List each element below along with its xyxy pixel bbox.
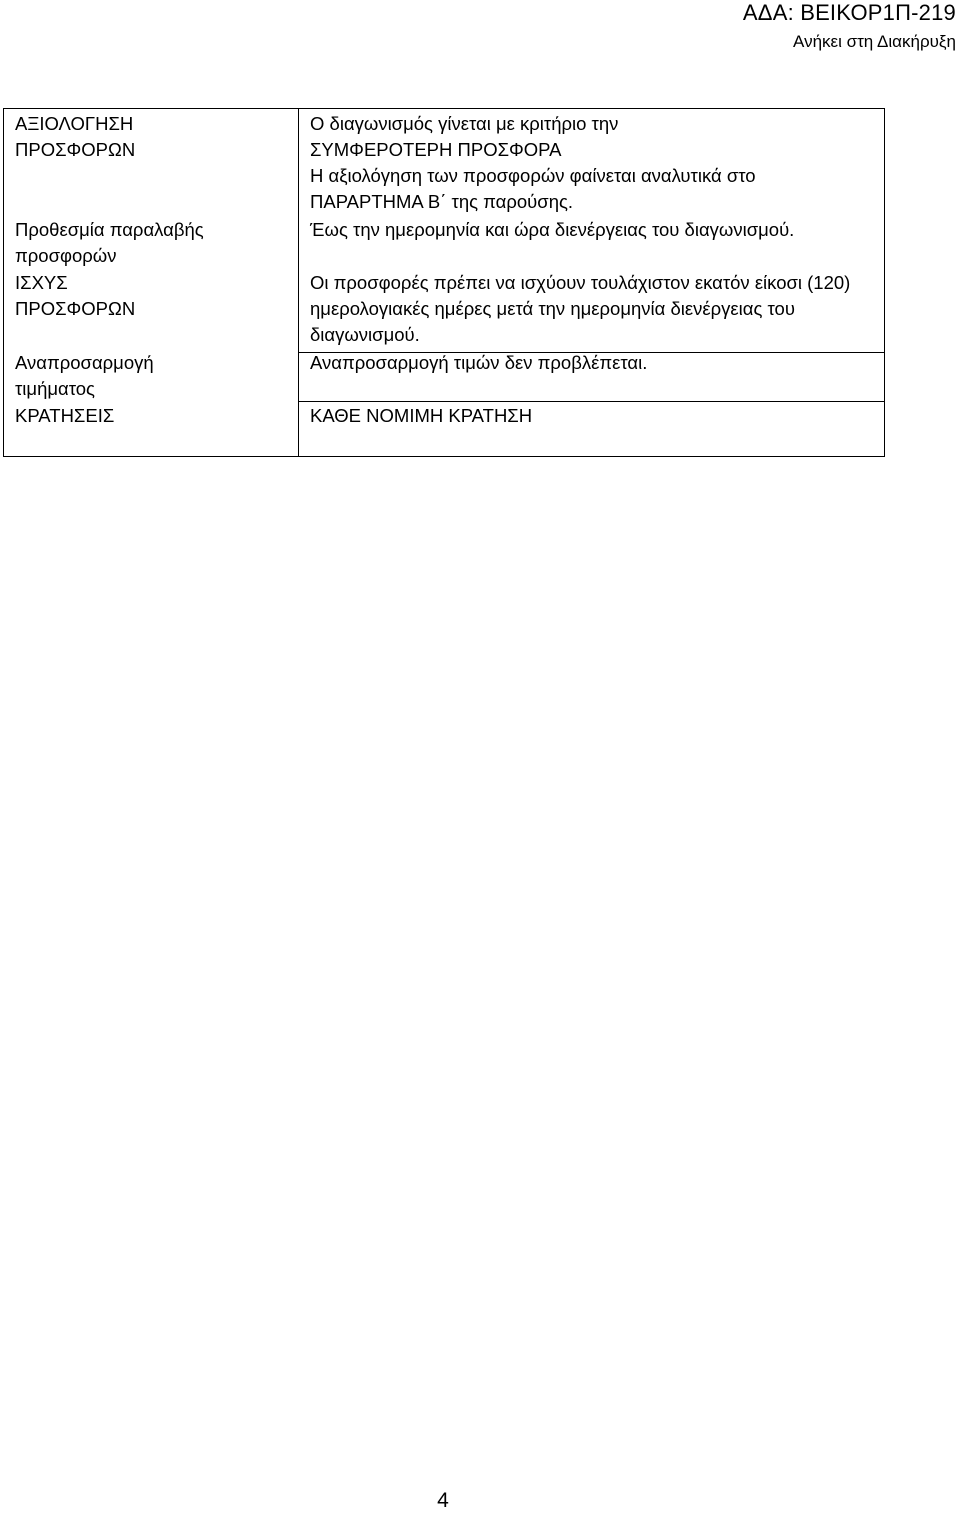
- document-header: [560, 0, 960, 55]
- value-deductions: ΚΑΘΕ ΝΟΜΙΜΗ ΚΡΑΤΗΣΗ: [310, 405, 533, 426]
- label-validity: ΙΣΧΥΣ ΠΡΟΣΦΟΡΩΝ: [15, 272, 136, 319]
- value-validity: Οι προσφορές πρέπει να ισχύουν τουλάχιστον εκατόν είκοσι (120) ημερολογιακές ημέρες μετά την ημερομηνία διενέργειας του διαγωνισμού.: [310, 272, 851, 345]
- page-number: 4: [437, 1489, 449, 1512]
- value-evaluation: Ο διαγωνισμός γίνεται με κριτήριο την ΣΥΜΦΕΡΟΤΕΡΗ ΠΡΟΣΦΟΡΑ Η αξιολόγηση των προσφορών φαίνεται αναλυτικά στο ΠΑΡΑΡΤΗΜΑ Β΄ της παρούσης.: [310, 113, 756, 212]
- terms-table: [3, 108, 885, 457]
- ada-code: ΑΔΑ: ΒΕΙΚΟΡ1Π-219: [742, 0, 956, 25]
- label-price-adjustment: Αναπροσαρμογή τιμήματος: [15, 352, 154, 399]
- row-divider: [298, 401, 884, 402]
- value-deadline: Έως την ημερομηνία και ώρα διενέργειας του διαγωνισμού.: [310, 219, 795, 240]
- label-deductions: ΚΡΑΤΗΣΕΙΣ: [15, 405, 115, 426]
- belongs-to-label: Ανήκει στη Διακήρυξη: [793, 32, 956, 51]
- label-evaluation: ΑΞΙΟΛΟΓΗΣΗ ΠΡΟΣΦΟΡΩΝ: [15, 113, 136, 160]
- column-divider: [298, 109, 299, 456]
- label-deadline: Προθεσμία παραλαβής προσφορών: [15, 219, 204, 266]
- value-price-adjustment: Αναπροσαρμογή τιμών δεν προβλέπεται.: [310, 352, 648, 373]
